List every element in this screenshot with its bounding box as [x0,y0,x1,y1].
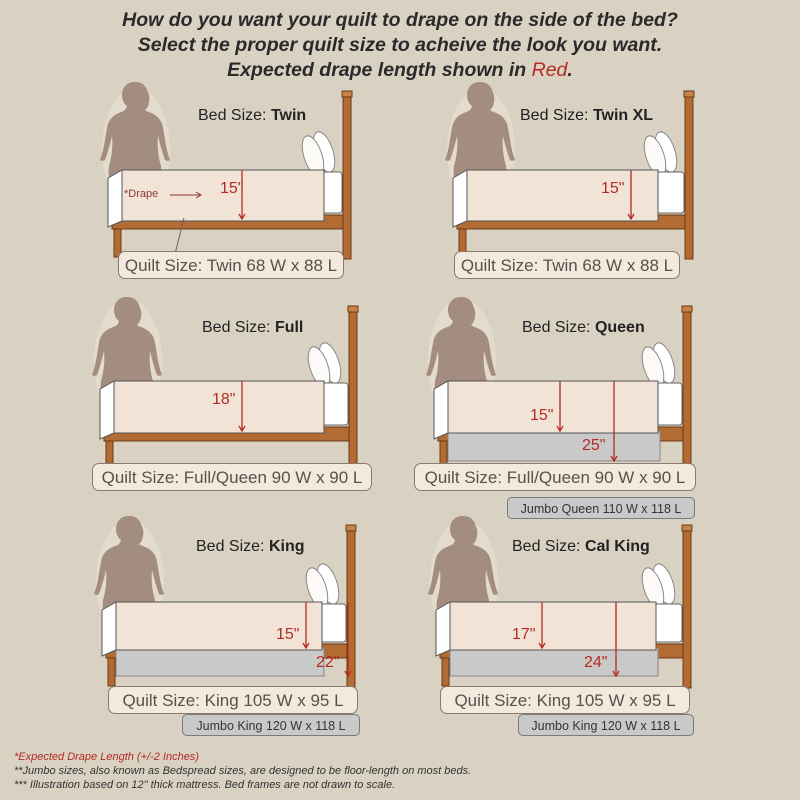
bed-illustration [0,303,400,528]
headboard-post [683,312,691,471]
header-drape-prefix: Expected drape length shown in [227,59,532,81]
quilt-size-label: Quilt Size: Twin 68 W x 88 L [118,251,344,279]
bed-size-prefix: Bed Size: [198,107,271,124]
jumbo-drape-length-label: 24" [584,654,608,671]
footnote-jumbo: **Jumbo sizes, also known as Bedspread sizes, are designed to be floor-length on most beds. [14,765,472,777]
header-drape-suffix: . [567,59,573,81]
jumbo-size-label: Jumbo King 120 W x 118 L [518,714,694,736]
quilt-size-label: Quilt Size: Full/Queen 90 W x 90 L [92,463,372,491]
header-drape-note [0,58,800,83]
headboard-cap [342,91,352,97]
bed-leg-foot [442,658,449,686]
headboard-cap [346,525,356,531]
headboard-cap [682,306,692,312]
bed-leg-foot [108,658,115,686]
quilt-size-label: Quilt Size: King 105 W x 95 L [108,686,358,714]
headboard-post [683,531,691,688]
headboard-post [343,97,351,259]
quilt-end-fold [436,602,450,656]
page-header [0,8,800,83]
bed-panel-full [0,303,400,528]
bed-panel-queen [400,303,800,528]
bed-size-name: King [268,538,305,555]
bed-size-title [202,319,303,337]
headboard-cap [348,306,358,312]
header-instruction: Select the proper quilt size to acheive the look you want. [137,34,663,56]
bed-size-prefix: Bed Size: [202,319,275,336]
drape-length-label: 18" [212,391,236,408]
header-red-word: Red [531,59,568,81]
jumbo-drape-area [448,431,660,461]
quilt-end-fold [108,170,122,227]
bed-panel-twin [0,88,400,313]
headboard-cap [682,525,692,531]
drape-note-label: *Drape [124,188,159,200]
bed-size-name: Twin [270,107,307,124]
bed-size-prefix: Bed Size: [512,538,585,555]
quilt-end-fold [434,381,448,439]
quilt-size-label: Quilt Size: Full/Queen 90 W x 90 L [414,463,696,491]
bed-size-title [512,538,650,556]
bed-size-title [196,538,304,556]
quilt-end-fold [453,170,467,227]
quilt [450,602,656,650]
bed-size-title [522,319,645,337]
footnote-illustration: *** Illustration based on 12" thick mattress. Bed frames are not drawn to scale. [14,779,396,791]
bed-size-name: Cal King [584,538,650,555]
quilt-size-label: Quilt Size: King 105 W x 95 L [440,686,690,714]
jumbo-drape-area [116,648,324,676]
bed-panel-twin-xl [400,88,800,313]
quilt-end-fold [102,602,116,656]
drape-length-label: 17" [512,626,536,643]
bed-size-title [520,107,653,125]
drape-length-label: 15" [276,626,300,643]
jumbo-drape-length-label: 25" [582,437,606,454]
bed-size-name: Queen [594,319,645,336]
bed-size-name: Twin XL [592,107,654,124]
quilt-size-label: Quilt Size: Twin 68 W x 88 L [454,251,680,279]
drape-length-label: 15" [220,180,244,197]
header-question: How do you want your quilt to drape on the side of the bed? [122,9,678,31]
quilt [467,170,658,221]
bed-size-prefix: Bed Size: [522,319,595,336]
bed-size-prefix: Bed Size: [196,538,269,555]
bed-panel-king [0,522,400,747]
jumbo-size-label: Jumbo Queen 110 W x 118 L [507,497,695,519]
headboard-cap [684,91,694,97]
bed-size-name: Full [274,319,304,336]
jumbo-drape-area [450,648,658,676]
quilt-end-fold [100,381,114,439]
footnotes [14,750,794,792]
drape-length-label: 15" [530,407,554,424]
headboard-post [685,97,693,259]
drape-length-label: 15" [601,180,625,197]
bed-panel-cal-king [400,522,800,747]
jumbo-drape-length-label: 22" [316,654,340,671]
headboard-post [349,312,357,471]
footnote-drape: *Expected Drape Length (+/-2 Inches) [14,751,199,763]
jumbo-size-label: Jumbo King 120 W x 118 L [182,714,360,736]
bed-size-prefix: Bed Size: [520,107,593,124]
bed-size-title [198,107,306,125]
